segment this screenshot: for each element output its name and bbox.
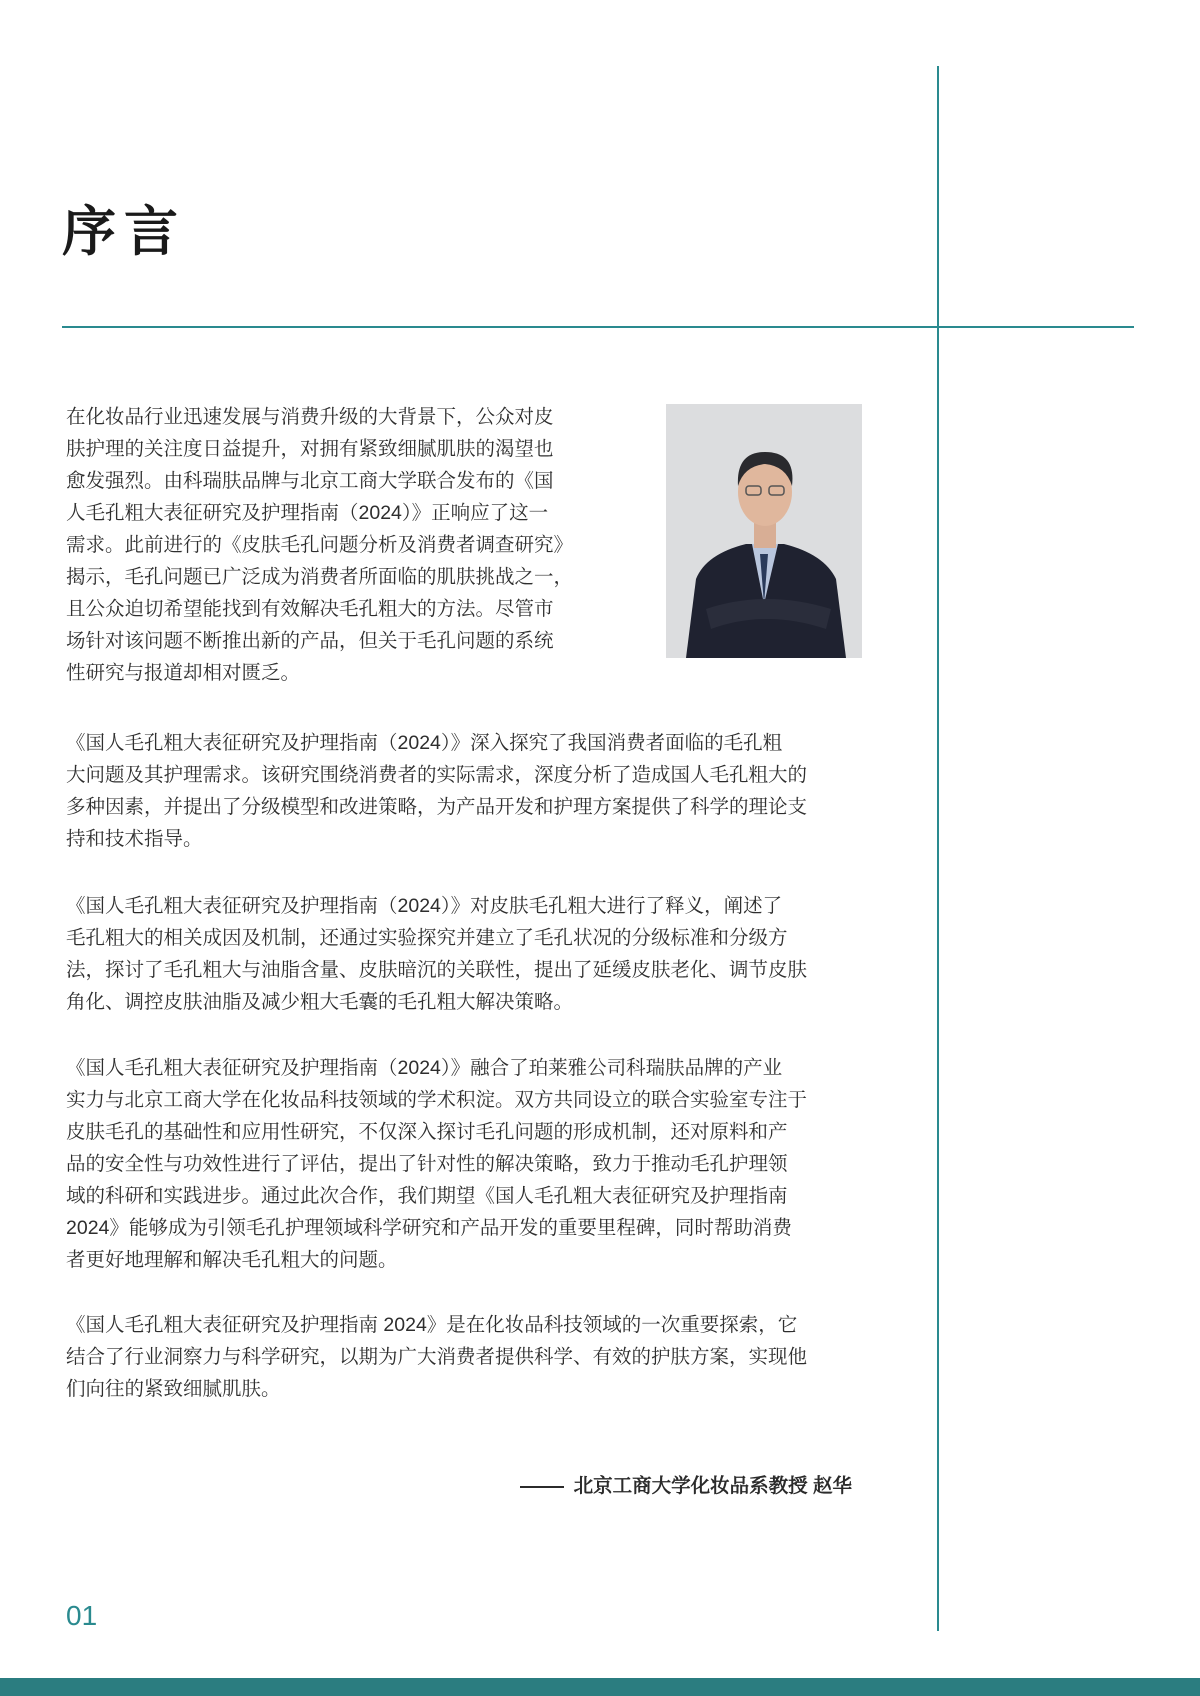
text-line: 结合了行业洞察力与科学研究，以期为广大消费者提供科学、有效的护肤方案，实现他	[66, 1346, 808, 1368]
text-line: 法，探讨了毛孔粗大与油脂含量、皮肤暗沉的关联性，提出了延缓皮肤老化、调节皮肤	[66, 959, 808, 981]
footer-bar	[0, 1678, 1200, 1696]
vertical-divider	[937, 66, 939, 1631]
text-line: 大问题及其护理需求。该研究围绕消费者的实际需求，深度分析了造成国人毛孔粗大的	[66, 764, 808, 786]
title-divider	[62, 326, 1134, 328]
paragraph-2	[66, 727, 807, 855]
text-line: 愈发强烈。由科瑞肤品牌与北京工商大学联合发布的《国	[66, 470, 554, 492]
dash-rule	[520, 1486, 564, 1488]
paragraph-5	[66, 1309, 807, 1405]
text-line: 毛孔粗大的相关成因及机制，还通过实验探究并建立了毛孔状况的分级标准和分级方	[66, 927, 788, 949]
text-line: 2024》能够成为引领毛孔护理领域科学研究和产品开发的重要里程碑，同时帮助消费	[66, 1217, 792, 1239]
text-line: 《国人毛孔粗大表征研究及护理指南 2024》是在化妆品科技领域的一次重要探索，它	[66, 1314, 798, 1336]
page-number: 01	[66, 1600, 98, 1631]
text-line: 性研究与报道却相对匮乏。	[66, 662, 301, 684]
paragraph-3	[66, 890, 807, 1018]
text-line: 且公众迫切希望能找到有效解决毛孔粗大的方法。尽管市	[66, 598, 554, 620]
text-line: 《国人毛孔粗大表征研究及护理指南（2024）》深入探究了我国消费者面临的毛孔粗	[66, 732, 783, 754]
text-line: 实力与北京工商大学在化妆品科技领域的学术积淀。双方共同设立的联合实验室专注于	[66, 1089, 808, 1111]
text-line: 人毛孔粗大表征研究及护理指南（2024）》正响应了这一	[66, 502, 549, 524]
text-line: 《国人毛孔粗大表征研究及护理指南（2024）》融合了珀莱雅公司科瑞肤品牌的产业	[66, 1057, 783, 1079]
text-line: 品的安全性与功效性进行了评估，提出了针对性的解决策略，致力于推动毛孔护理领	[66, 1153, 788, 1175]
paragraph-1	[66, 401, 573, 689]
text-line: 《国人毛孔粗大表征研究及护理指南（2024）》对皮肤毛孔粗大进行了释义，阐述了	[66, 895, 783, 917]
person-photo-icon	[666, 404, 862, 658]
text-line: 皮肤毛孔的基础性和应用性研究，不仅深入探讨毛孔问题的形成机制，还对原料和产	[66, 1121, 788, 1143]
signature-text: 北京工商大学化妆品系教授 赵华	[573, 1475, 852, 1497]
author-portrait	[666, 404, 862, 658]
text-line: 角化、调控皮肤油脂及减少粗大毛囊的毛孔粗大解决策略。	[66, 991, 574, 1013]
text-line: 揭示，毛孔问题已广泛成为消费者所面临的肌肤挑战之一，	[66, 566, 574, 588]
text-line: 肤护理的关注度日益提升，对拥有紧致细腻肌肤的渴望也	[66, 438, 554, 460]
text-line: 需求。此前进行的《皮肤毛孔问题分析及消费者调查研究》	[66, 534, 574, 556]
page-title: 序言	[62, 202, 186, 262]
text-line: 持和技术指导。	[66, 828, 203, 850]
text-line: 们向往的紧致细腻肌肤。	[66, 1378, 281, 1400]
text-line: 者更好地理解和解决毛孔粗大的问题。	[66, 1249, 398, 1271]
text-line: 域的科研和实践进步。通过此次合作，我们期望《国人毛孔粗大表征研究及护理指南	[66, 1185, 788, 1207]
text-line: 在化妆品行业迅速发展与消费升级的大背景下，公众对皮	[66, 406, 554, 428]
paragraph-4	[66, 1052, 807, 1276]
signature	[520, 1470, 852, 1498]
text-line: 场针对该问题不断推出新的产品，但关于毛孔问题的系统	[66, 630, 554, 652]
text-line: 多种因素，并提出了分级模型和改进策略，为产品开发和护理方案提供了科学的理论支	[66, 796, 808, 818]
